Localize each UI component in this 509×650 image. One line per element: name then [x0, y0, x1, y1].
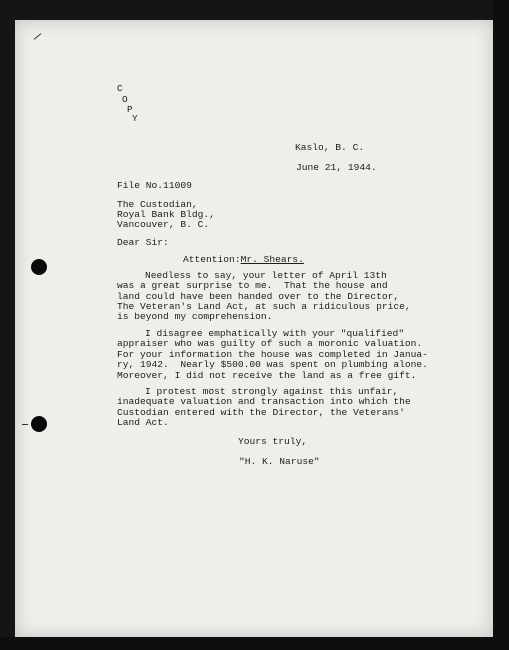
letter-date: June 21, 1944.: [296, 162, 377, 173]
paragraph-line: Needless to say, your letter of April 13th: [145, 270, 387, 281]
paragraph-line: For your information the house was completed in Janua-: [117, 349, 428, 360]
copy-stamp-c: C: [117, 83, 123, 94]
attention-line: [183, 254, 304, 265]
scan-border-right: [493, 0, 509, 650]
paragraph-line: I protest most strongly against this unfair,: [145, 386, 399, 397]
paragraph-line: appraiser who was guilty of such a moronic valuation.: [117, 338, 423, 349]
paragraph-line: land could have been handed over to the Director,: [117, 291, 400, 302]
signature: "H. K. Naruse": [239, 456, 320, 467]
paragraph-line: was a great surprise to me. That the house and: [117, 280, 388, 291]
paragraph-line: I disagree emphatically with your "qualified": [145, 328, 405, 339]
scan-border-bottom: [0, 637, 509, 650]
file-number: File No.11009: [117, 180, 192, 191]
attention-prefix: Attention:: [183, 254, 241, 265]
paragraph-line: Custodian entered with the Director, the Veterans': [117, 407, 405, 418]
letter-place: Kaslo, B. C.: [295, 142, 365, 153]
copy-stamp-p: P: [127, 104, 133, 115]
attention-name: Mr. Shears.: [240, 254, 304, 265]
paragraph-line: is beyond my comprehension.: [117, 311, 273, 322]
closing: Yours truly,: [238, 436, 308, 447]
recipient-line: The Custodian,: [117, 199, 198, 210]
recipient-line: Royal Bank Bldg.,: [117, 209, 215, 220]
salutation: Dear Sir:: [117, 237, 169, 248]
punch-hole-bottom: [31, 416, 47, 432]
copy-stamp-o: O: [122, 94, 128, 105]
paragraph-line: inadequate valuation and transaction into which the: [117, 396, 411, 407]
copy-stamp-y: Y: [132, 113, 138, 124]
punch-hole-top: [31, 259, 47, 275]
paragraph-line: Moreover, I did not receive the land as a free gift.: [117, 370, 417, 381]
paragraph-line: ry, 1942. Nearly $500.00 was spent on plumbing alone.: [117, 359, 428, 370]
recipient-line: Vancouver, B. C.: [117, 219, 210, 230]
scan-mark: [22, 424, 28, 425]
paragraph-line: Land Act.: [117, 417, 169, 428]
paragraph-line: The Veteran's Land Act, at such a ridiculous price,: [117, 301, 411, 312]
